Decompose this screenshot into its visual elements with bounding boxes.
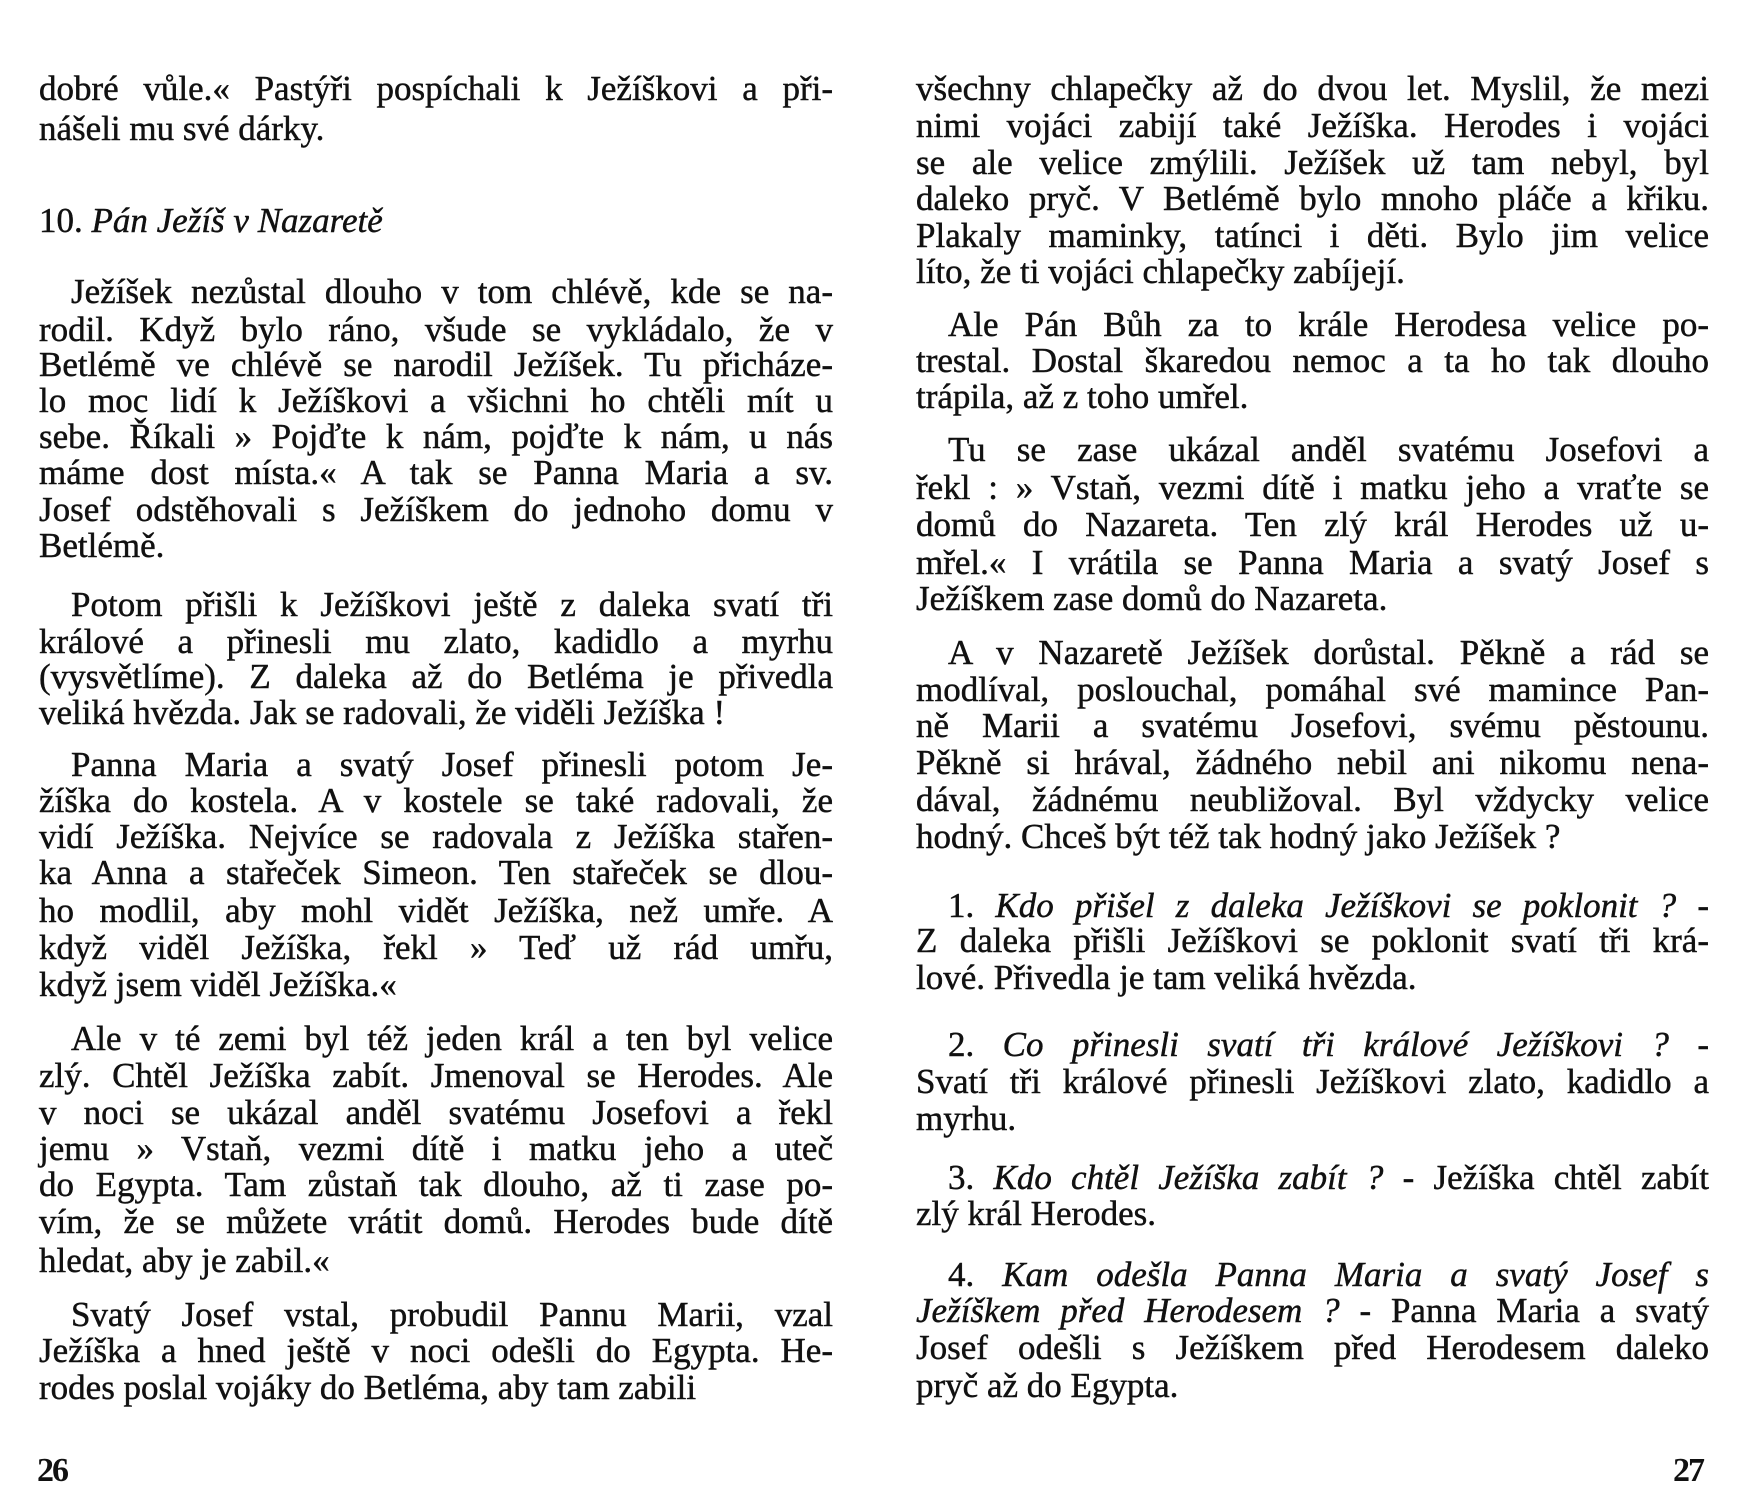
text-segment: 10. bbox=[39, 201, 92, 240]
text-line: Svatí tři králové přinesli Ježíškovi zlato, kadidlo a bbox=[916, 1062, 1709, 1101]
text-segment: - Ježíška chtěl zabít bbox=[1383, 1158, 1709, 1197]
text-line: Ježíšek nezůstal dlouho v tom chlévě, kde se na- bbox=[71, 272, 833, 311]
text-line: dával, žádnému neubližoval. Byl vždycky velice bbox=[916, 780, 1709, 819]
text-line: řekl : » Vstaň, vezmi dítě i matku jeho a vraťte se bbox=[916, 468, 1709, 507]
text-segment: 4. bbox=[948, 1255, 1003, 1294]
text-line: Tu se zase ukázal anděl svatému Josefovi a bbox=[948, 430, 1709, 469]
text-line: zlý král Herodes. bbox=[916, 1194, 1157, 1233]
text-line: lo moc lidí k Ježíškovi a všichni ho chtěli mít u bbox=[39, 381, 833, 420]
text-line: A v Nazaretě Ježíšek dorůstal. Pěkně a rád se bbox=[948, 633, 1709, 672]
text-line bbox=[948, 1025, 1709, 1065]
text-line: Svatý Josef vstal, probudil Pannu Marii, vzal bbox=[71, 1295, 833, 1334]
text-line: Ale v té zemi byl též jeden král a ten byl velice bbox=[71, 1019, 833, 1058]
text-line: hledat, aby je zabil.« bbox=[39, 1241, 330, 1280]
text-line: Pěkně si hrával, žádného nebil ani nikomu nena- bbox=[916, 743, 1709, 782]
text-line: nimi vojáci zabijí také Ježíška. Herodes i vojáci bbox=[916, 106, 1709, 145]
italic-text: Co přinesli svatí tři králové Ježíškovi ? bbox=[1002, 1025, 1669, 1064]
text-line bbox=[948, 1255, 1709, 1295]
text-line: žíška do kostela. A v kostele se také radovali, že bbox=[39, 781, 833, 820]
text-line: líto, že ti vojáci chlapečky zabíjejí. bbox=[916, 252, 1405, 291]
right-page-27 bbox=[869, 0, 1738, 1500]
text-line: rodes poslal vojáky do Betléma, aby tam zabili bbox=[39, 1368, 697, 1407]
text-line: Ježíškem zase domů do Nazareta. bbox=[916, 579, 1388, 618]
text-line: ka Anna a stařeček Simeon. Ten stařeček se dlou- bbox=[39, 853, 833, 892]
text-line: všechny chlapečky až do dvou let. Myslil, že mezi bbox=[916, 69, 1709, 108]
text-line: v noci se ukázal anděl svatému Josefovi a řekl bbox=[39, 1093, 833, 1132]
text-line: Plakaly maminky, tatínci i děti. Bylo jim velice bbox=[916, 216, 1709, 255]
text-line: se ale velice zmýlili. Ježíšek už tam nebyl, byl bbox=[916, 143, 1709, 182]
text-line bbox=[948, 886, 1709, 926]
text-line: sebe. Říkali » Pojďte k nám, pojďte k nám, u nás bbox=[39, 417, 833, 456]
text-line: ně Marii a svatému Josefovi, svému pěstounu. bbox=[916, 706, 1709, 745]
text-line: lové. Přivedla je tam veliká hvězda. bbox=[916, 958, 1417, 997]
text-line: když viděl Ježíška, řekl » Teď už rád umřu, bbox=[39, 928, 833, 967]
page-number: 26 bbox=[37, 1452, 67, 1489]
text-line bbox=[916, 1291, 1709, 1331]
text-line: trápila, až z toho umřel. bbox=[916, 377, 1249, 416]
text-segment: - Panna Maria a svatý bbox=[1339, 1291, 1709, 1330]
text-line: Josef odešli s Ježíškem před Herodesem daleko bbox=[916, 1328, 1709, 1367]
text-segment: - bbox=[1676, 886, 1709, 925]
text-segment: - bbox=[1668, 1025, 1709, 1064]
text-segment: 2. bbox=[948, 1025, 1003, 1064]
text-line: Z daleka přišli Ježíškovi se poklonit svatí tři krá- bbox=[916, 921, 1709, 960]
italic-text: Pán Ježíš v Nazaretě bbox=[91, 201, 383, 240]
text-line: králové a přinesli mu zlato, kadidlo a myrhu bbox=[39, 622, 833, 661]
text-line: Ale Pán Bůh za to krále Herodesa velice po- bbox=[948, 305, 1709, 344]
text-line: rodil. Když bylo ráno, všude se vykládalo, že v bbox=[39, 310, 833, 349]
italic-text: Kdo přišel z daleka Ježíškovi se poklonit ? bbox=[995, 886, 1677, 925]
text-line: jemu » Vstaň, vezmi dítě i matku jeho a uteč bbox=[39, 1129, 833, 1168]
text-line: vím, že se můžete vrátit domů. Herodes bude dítě bbox=[39, 1202, 833, 1241]
text-line: vidí Ježíška. Nejvíce se radovala z Ježíška stařen- bbox=[39, 817, 833, 856]
section-heading bbox=[39, 201, 833, 241]
page-number: 27 bbox=[1673, 1452, 1703, 1489]
text-line: zlý. Chtěl Ježíška zabít. Jmenoval se Herodes. Ale bbox=[39, 1056, 833, 1095]
text-line: hodný. Chceš být též tak hodný jako Ježíšek ? bbox=[916, 817, 1561, 856]
text-line bbox=[948, 1158, 1709, 1198]
text-line: máme dost místa.« A tak se Panna Maria a sv. bbox=[39, 453, 833, 492]
text-line: Ježíška a hned ještě v noci odešli do Egypta. He- bbox=[39, 1331, 833, 1370]
text-segment: 1. bbox=[948, 886, 996, 925]
text-line: do Egypta. Tam zůstaň tak dlouho, až ti zase po- bbox=[39, 1165, 833, 1204]
italic-text: Kdo chtěl Ježíška zabít ? bbox=[993, 1158, 1384, 1197]
text-line: veliká hvězda. Jak se radovali, že viděli Ježíška ! bbox=[39, 693, 726, 732]
text-line: dobré vůle.« Pastýři pospíchali k Ježíškovi a při- bbox=[39, 69, 833, 108]
text-line: Josef odstěhovali s Ježíškem do jednoho domu v bbox=[39, 490, 833, 529]
text-line: když jsem viděl Ježíška.« bbox=[39, 965, 397, 1004]
text-line: Potom přišli k Ježíškovi ještě z daleka svatí tři bbox=[71, 585, 833, 624]
text-line: (vysvětlíme). Z daleka až do Betléma je přivedla bbox=[39, 657, 833, 696]
text-line: domů do Nazareta. Ten zlý král Herodes už u- bbox=[916, 505, 1709, 544]
text-line: modlíval, poslouchal, pomáhal své mamince Pan- bbox=[916, 670, 1709, 709]
text-line: daleko pryč. V Betlémě bylo mnoho pláče a křiku. bbox=[916, 179, 1709, 218]
text-line: ho modlil, aby mohl vidět Ježíška, než umře. A bbox=[39, 891, 833, 930]
italic-text: Kam odešla Panna Maria a svatý Josef s bbox=[1002, 1255, 1710, 1294]
text-line: nášeli mu své dárky. bbox=[39, 109, 325, 148]
text-line: Betlémě. bbox=[39, 526, 165, 565]
text-line: Panna Maria a svatý Josef přinesli potom Je- bbox=[71, 745, 833, 784]
text-line: pryč až do Egypta. bbox=[916, 1366, 1179, 1405]
text-line: mřel.« I vrátila se Panna Maria a svatý Josef s bbox=[916, 543, 1709, 582]
text-segment: 3. bbox=[948, 1158, 994, 1197]
text-line: trestal. Dostal škaredou nemoc a ta ho tak dlouho bbox=[916, 341, 1709, 380]
text-line: Betlémě ve chlévě se narodil Ježíšek. Tu přicháze- bbox=[39, 345, 833, 384]
italic-text: Ježíškem před Herodesem ? bbox=[916, 1291, 1340, 1330]
text-line: myrhu. bbox=[916, 1099, 1017, 1138]
